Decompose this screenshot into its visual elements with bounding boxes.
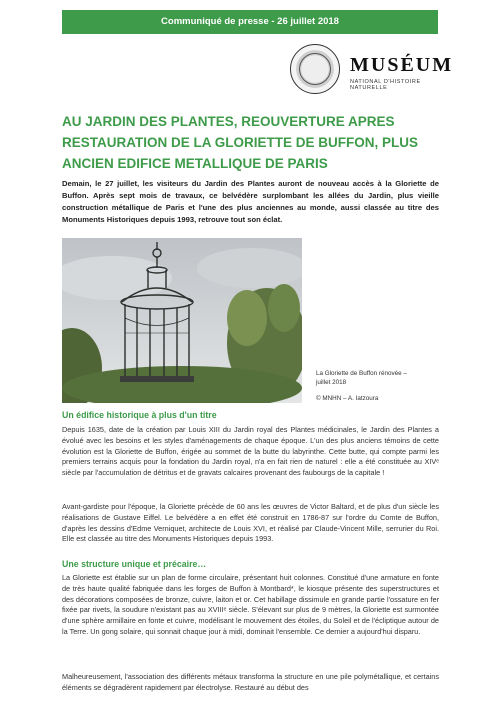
paragraph-history-2: Avant-gardiste pour l'époque, la Gloriette précède de 60 ans les œuvres de Victor Baltard, et de plus d'un siècle les réalisations de Gustave Eiffel. Le belvédère a en effet été construit en 1786-87 sur l'ordre du Comte de Buffon, d'après les dessins d'Edme Verniquet, architecte de Louis XVI, et réalisé par Claude-Vincent Mille, serrurier du Roi. Elle est classée au titre des Monuments Historiques depuis 1993. [62,502,439,544]
section-heading-structure: Une structure unique et précaire… [62,559,207,569]
logo-wordmark: MUSÉUM [350,54,454,76]
gloriette-photo [62,238,302,403]
museum-logo [290,44,454,96]
paragraph-history-1: Depuis 1635, date de la création par Louis XIII du Jardin royal des Plantes médicinales, le Jardin des Plantes a évolué avec les besoins et les styles d'aménagements de chaque époque. L'un des plus anciens témoins de cette évolution est la Gloriette de Buffon, érigée au sommet de la butte du labyrinthe. Cette butte, qui compte parmi les premiers terrains acquis pour la fondation du Jardin royal, n'a en fait rien de naturel : elle a été constituée au XIVᵉ siècle par l'accumulation de détritus et de gravats calcaires provenant des faubourgs de la capitale ! [62,425,439,478]
museum-seal-icon [290,44,340,94]
intro-paragraph: Demain, le 27 juillet, les visiteurs du Jardin des Plantes auront de nouveau accès à la Gloriette de Buffon. Après sept mois de travaux, ce belvédère surplombant les allées du Jardin, plus vieille construction métallique de Paris et l'une des plus anciennes au monde, aussi classée au titre des Monuments Historiques depuis 1993, retrouve tout son éclat. [62,179,439,224]
caption-text: La Gloriette de Buffon rénovée – juillet 2018 [316,370,407,386]
photo-credit: © MNHN – A. Iatzoura [316,395,379,402]
logo-subtitle: NATIONAL D'HISTOIRE NATURELLE [350,79,421,91]
section-heading-history: Un édifice historique à plus d'un titre [62,410,217,420]
paragraph-structure-2: Malheureusement, l'association des différents métaux transforma la structure en une pile polymétallique, et certains éléments se dégradèrent rapidement par électrolyse. Restauré au début des [62,672,439,692]
photo-caption [316,369,436,403]
page-title: AU JARDIN DES PLANTES, REOUVERTURE APRES RESTAURATION DE LA GLORIETTE DE BUFFON, PLUS ANCIEN EDIFICE METALLIQUE DE PARIS [62,114,418,171]
paragraph-structure-1: La Gloriette est établie sur un plan de forme circulaire, présentant huit colonnes. Constitué d'une armature en fonte de très haute qualité fabriquée dans les forges de Buffon à Montbard*, le kiosque présente des superstructures et des décorations composées de bronze, cuivre, laiton et or. Cet habillage dissimule en grande partie l'ossature en fer fixée par rivets, la soudure n'existant pas au XVIIIᵉ siècle. S'élevant sur plus de 9 mètres, la Gloriette est surmontée d'une sphère armillaire en fonte et cuivre, modélisant le mouvement des étoiles, du Soleil et de l'écliptique autour de la Terre. Un gong solaire, qui sonnait chaque jour à midi, dominait l'ensemble. Ce dernier a aujourd'hui disparu. [62,573,439,636]
press-release-banner: Communiqué de presse - 26 juillet 2018 [62,10,438,34]
